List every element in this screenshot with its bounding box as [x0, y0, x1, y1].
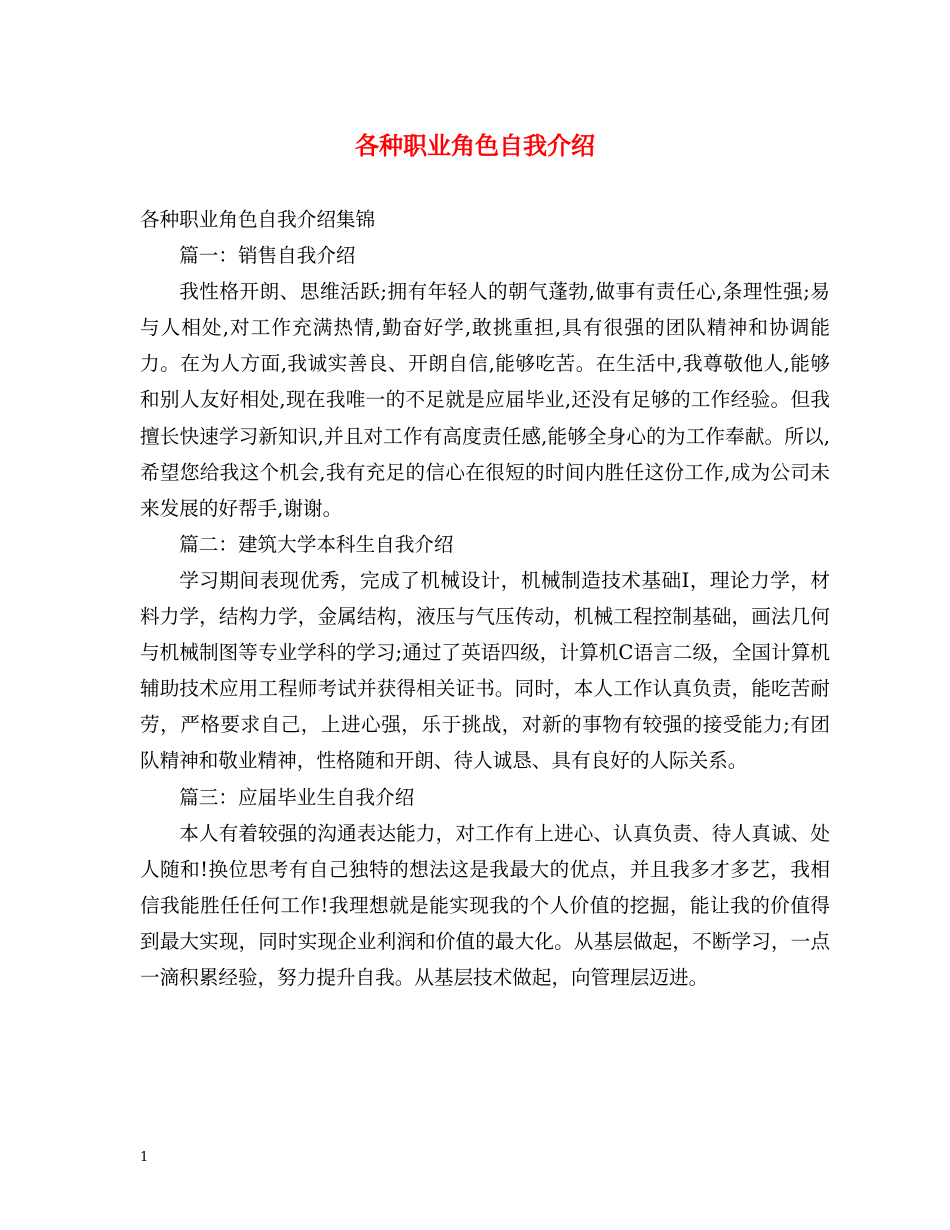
document-subtitle: 各种职业角色自我介绍集锦 — [140, 208, 376, 231]
section-1-heading: 篇一：销售自我介绍 — [179, 244, 356, 268]
page-number: 1 — [140, 1150, 149, 1165]
section-2-heading: 篇二：建筑大学本科生自我介绍 — [179, 532, 454, 556]
document-body — [140, 202, 830, 996]
section-2-paragraph: 学习期间表现优秀，完成了机械设计，机械制造技术基础Ⅰ，理论力学，材料力学，结构力学，金属结构，液压与气压传动，机械工程控制基础，画法几何与机械制图等专业学科的学习;通过了英语四级，计算机C语言二级，全国计算机辅助技术应用工程师考试并获得相关证书。同时，本人工作认真负责，能吃苦耐劳，严格要求自己，上进心强，乐于挑战，对新的事物有较强的接受能力;有团队精神和敬业精神，性格随和开朗、待人诚恳、具有良好的人际关系。 — [140, 568, 830, 773]
section-3-heading: 篇三：应届毕业生自我介绍 — [179, 785, 415, 809]
section-1-paragraph: 我性格开朗、思维活跃;拥有年轻人的朝气蓬勃,做事有责任心,条理性强;易与人相处,对工作充满热情,勤奋好学,敢挑重担,具有很强的团队精神和协调能力。在为人方面,我诚实善良、开朗自信,能够吃苦。在生活中,我尊敬他人,能够和别人友好相处,现在我唯一的不足就是应届毕业,还没有足够的工作经验。但我擅长快速学习新知识,并且对工作有高度责任感,能够全身心的为工作奉献。所以,希望您给我这个机会,我有充足的信心在很短的时间内胜任这份工作,成为公司未来发展的好帮手,谢谢。 — [140, 280, 830, 520]
section-3-paragraph: 本人有着较强的沟通表达能力，对工作有上进心、认真负责、待人真诚、处人随和!换位思考有自己独特的想法这是我最大的优点，并且我多才多艺，我相信我能胜任任何工作!我理想就是能实现我的个人价值的挖掘，能让我的价值得到最大实现，同时实现企业利润和价值的最大化。从基层做起，不断学习，一点一滴积累经验，努力提升自我。从基层技术做起，向管理层迈进。 — [140, 821, 830, 989]
document-title: 各种职业角色自我介绍 — [355, 131, 595, 160]
